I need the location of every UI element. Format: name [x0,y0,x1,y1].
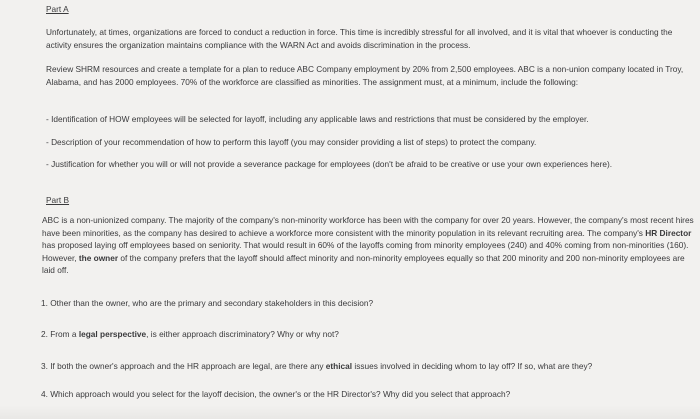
question-3 [41,360,700,373]
part-b-heading: Part B [46,195,70,205]
question-1: 1. Other than the owner, who are the primary and secondary stakeholders in this decision? [41,298,374,308]
part-a-intro: Unfortunately, at times, organizations are forced to conduct a reduction in force. This time is incredibly stressful for all involved, and it is vital that whoever is conducting the activity ensures the organization maintains compliance with the WARN Act and avoids discrimination in the process. [46,27,673,50]
part-a-bullet-3: - Justification for whether you will or will not provide a severance package for employees (don't be afraid to be creative or use your own experiences here). [46,159,613,169]
question-3-text-2: issues involved in deciding whom to lay off? If so, what are they? [352,361,593,371]
part-b-paragraph [42,214,698,277]
question-2 [41,328,700,341]
question-4: 4. Which approach would you select for the layoff decision, the owner's or the HR Director's? Why did you select that approach? [41,389,511,399]
part-b-text-3: of the company prefers that the layoff should affect minority and non-minority employees equally so that 200 minority and 200 non-minority employees are laid off. [42,252,685,276]
question-3-text-1: 3. If both the owner's approach and the HR approach are legal, are there any [41,361,326,371]
part-b-text-2: has proposed laying off employees based on seniority. That would result in 60% of the layoffs coming from minority employees (240) and 40% coming from non-minorities (160). However, [42,240,689,263]
part-b-text-1: ABC is a non-unionized company. The majority of the company's non-minority workforce has been with the company for over 20 years. However, the company's most recent hires have been minorities, as the company has desired to achieve a workforce more consistent with the minority population in its relevant recruiting area. The company's [42,215,694,238]
legal-perspective-term: legal perspective [78,329,147,339]
page-shadow [0,405,700,419]
part-a-assignment: Review SHRM resources and create a template for a plan to reduce ABC Company employment by 20% from 2,500 employees. ABC is a non-union company located in Troy, Alabama, and has 2000 employees. 70% of the workforce are classified as minorities. The assignment must, at a minimum, include the following: [46,64,684,87]
question-2-text-1: 2. From a [41,329,79,339]
part-a-bullet-1: - Identification of HOW employees will be selected for layoff, including any applicable laws and restrictions that must be considered by the employer. [46,114,589,124]
question-2-text-2: , is either approach discriminatory? Why or why not? [146,329,339,339]
ethical-term: ethical [325,361,353,371]
owner-term: the owner [78,252,119,263]
hr-director-term: HR Director [645,227,692,238]
part-a-bullet-2: - Description of your recommendation of how to perform this layoff (you may consider providing a list of steps) to protect the company. [46,137,537,147]
part-a-heading: Part A [46,4,69,14]
